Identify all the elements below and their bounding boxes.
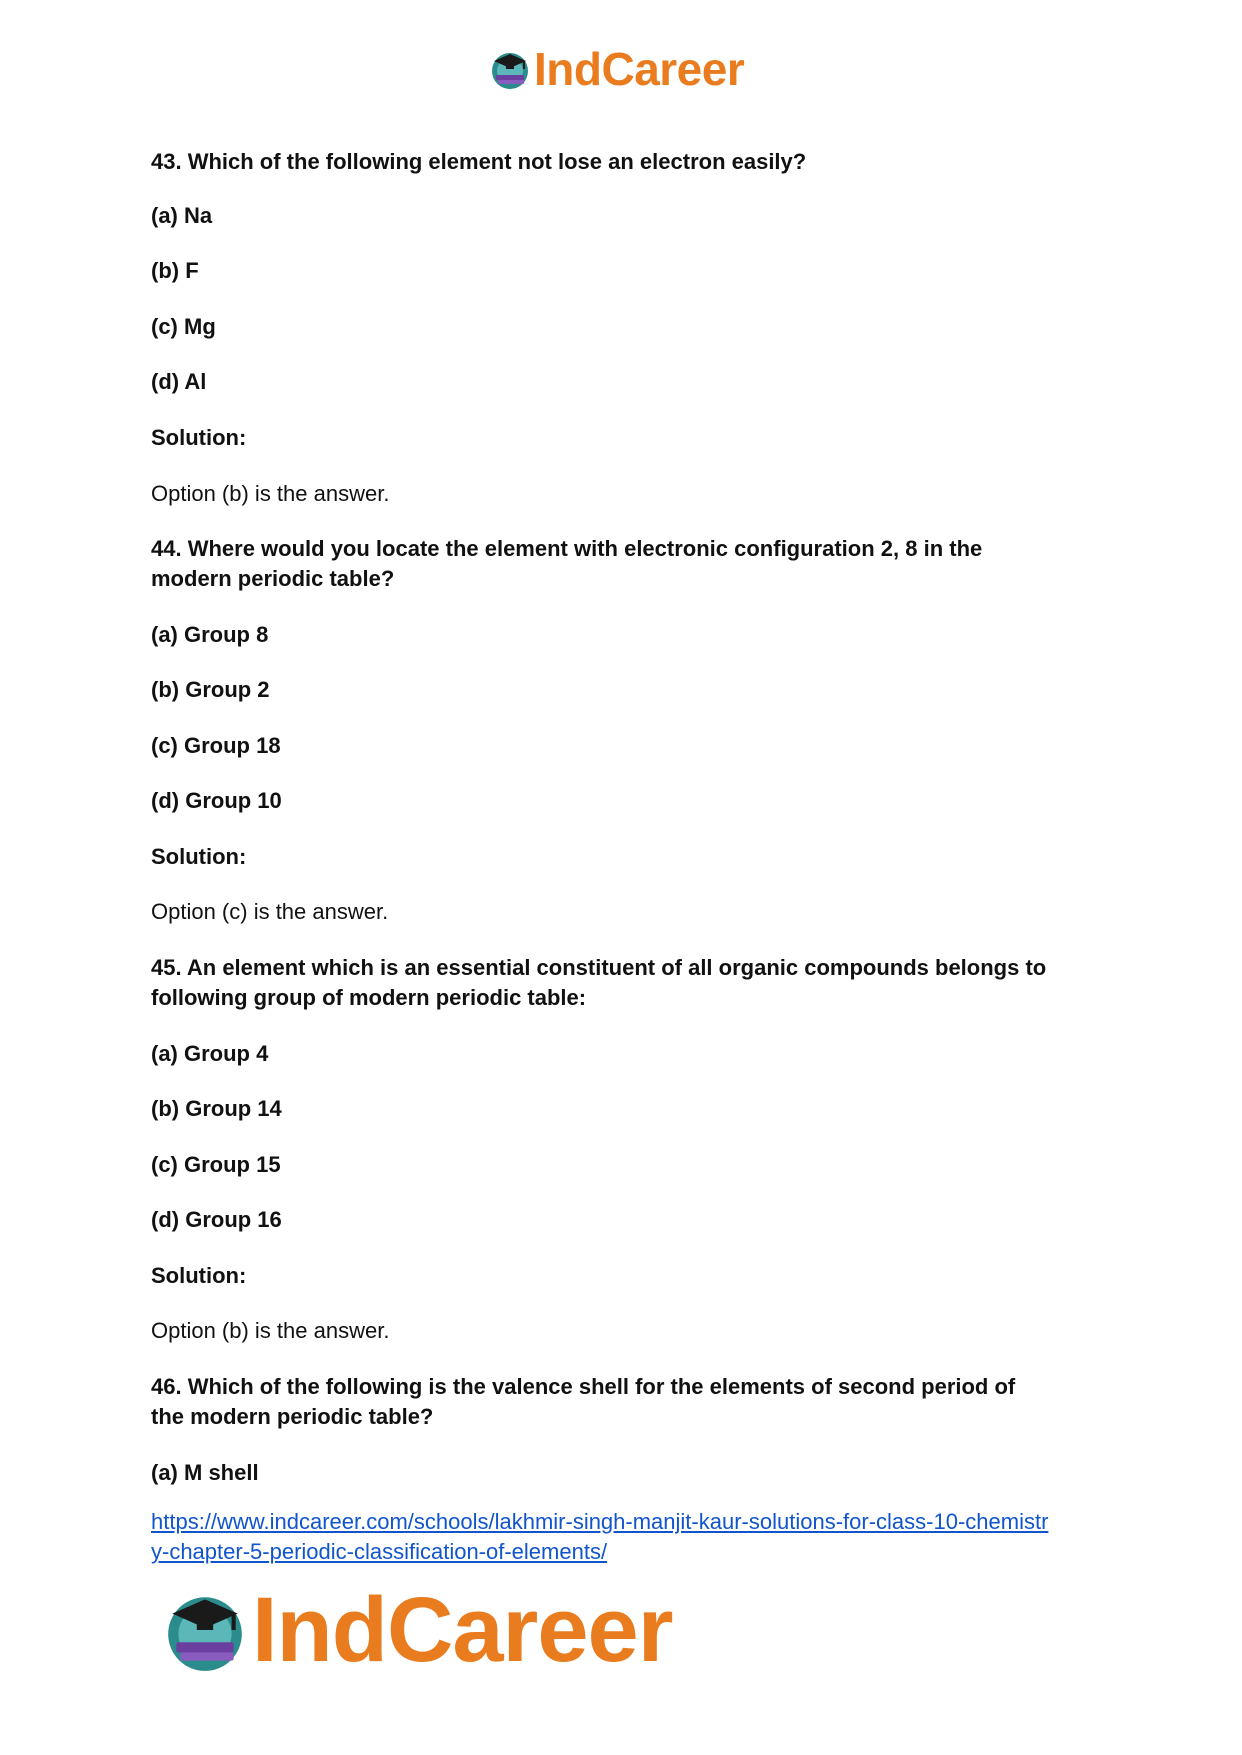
question-43: 43. Which of the following element not lose an electron easily?	[151, 149, 807, 174]
question-45-line-2: following group of modern periodic table:	[151, 985, 587, 1010]
option-46-a: (a) M shell	[151, 1460, 259, 1485]
source-link-line-1[interactable]: https://www.indcareer.com/schools/lakhmir-singh-manjit-kaur-solutions-for-class-10-chemistr	[151, 1509, 1049, 1534]
question-46-line-1: 46. Which of the following is the valence shell for the elements of second period of	[151, 1374, 1016, 1399]
answer-43: Option (b) is the answer.	[151, 481, 390, 506]
option-43-c: (c) Mg	[151, 314, 216, 339]
graduation-cap-books-globe-icon	[488, 47, 532, 91]
answer-45: Option (b) is the answer.	[151, 1318, 390, 1343]
option-45-d: (d) Group 16	[151, 1207, 282, 1232]
question-44-line-2: modern periodic table?	[151, 566, 395, 591]
header-logo-text: IndCareer	[534, 43, 745, 95]
option-44-d: (d) Group 10	[151, 788, 282, 813]
option-45-b: (b) Group 14	[151, 1096, 282, 1121]
option-45-c: (c) Group 15	[151, 1152, 281, 1177]
option-43-d: (d) Al	[151, 369, 207, 394]
graduation-cap-books-globe-icon	[160, 1585, 250, 1675]
question-45-line-1: 45. An element which is an essential constituent of all organic compounds belongs to	[151, 955, 1047, 980]
solution-label-43: Solution:	[151, 425, 247, 450]
answer-44: Option (c) is the answer.	[151, 899, 389, 924]
question-44-line-1: 44. Where would you locate the element with electronic configuration 2, 8 in the	[151, 536, 983, 561]
footer-logo-text: IndCareer	[252, 1578, 673, 1681]
header-logo	[488, 42, 744, 96]
option-44-a: (a) Group 8	[151, 622, 269, 647]
option-43-b: (b) F	[151, 258, 199, 283]
option-43-a: (a) Na	[151, 203, 213, 228]
option-45-a: (a) Group 4	[151, 1041, 269, 1066]
solution-label-45: Solution:	[151, 1263, 247, 1288]
option-44-b: (b) Group 2	[151, 677, 270, 702]
question-46-line-2: the modern periodic table?	[151, 1404, 434, 1429]
source-link-line-2[interactable]: y-chapter-5-periodic-classification-of-elements/	[151, 1539, 608, 1564]
option-44-c: (c) Group 18	[151, 733, 281, 758]
solution-label-44: Solution:	[151, 844, 247, 869]
footer-logo	[160, 1580, 673, 1680]
